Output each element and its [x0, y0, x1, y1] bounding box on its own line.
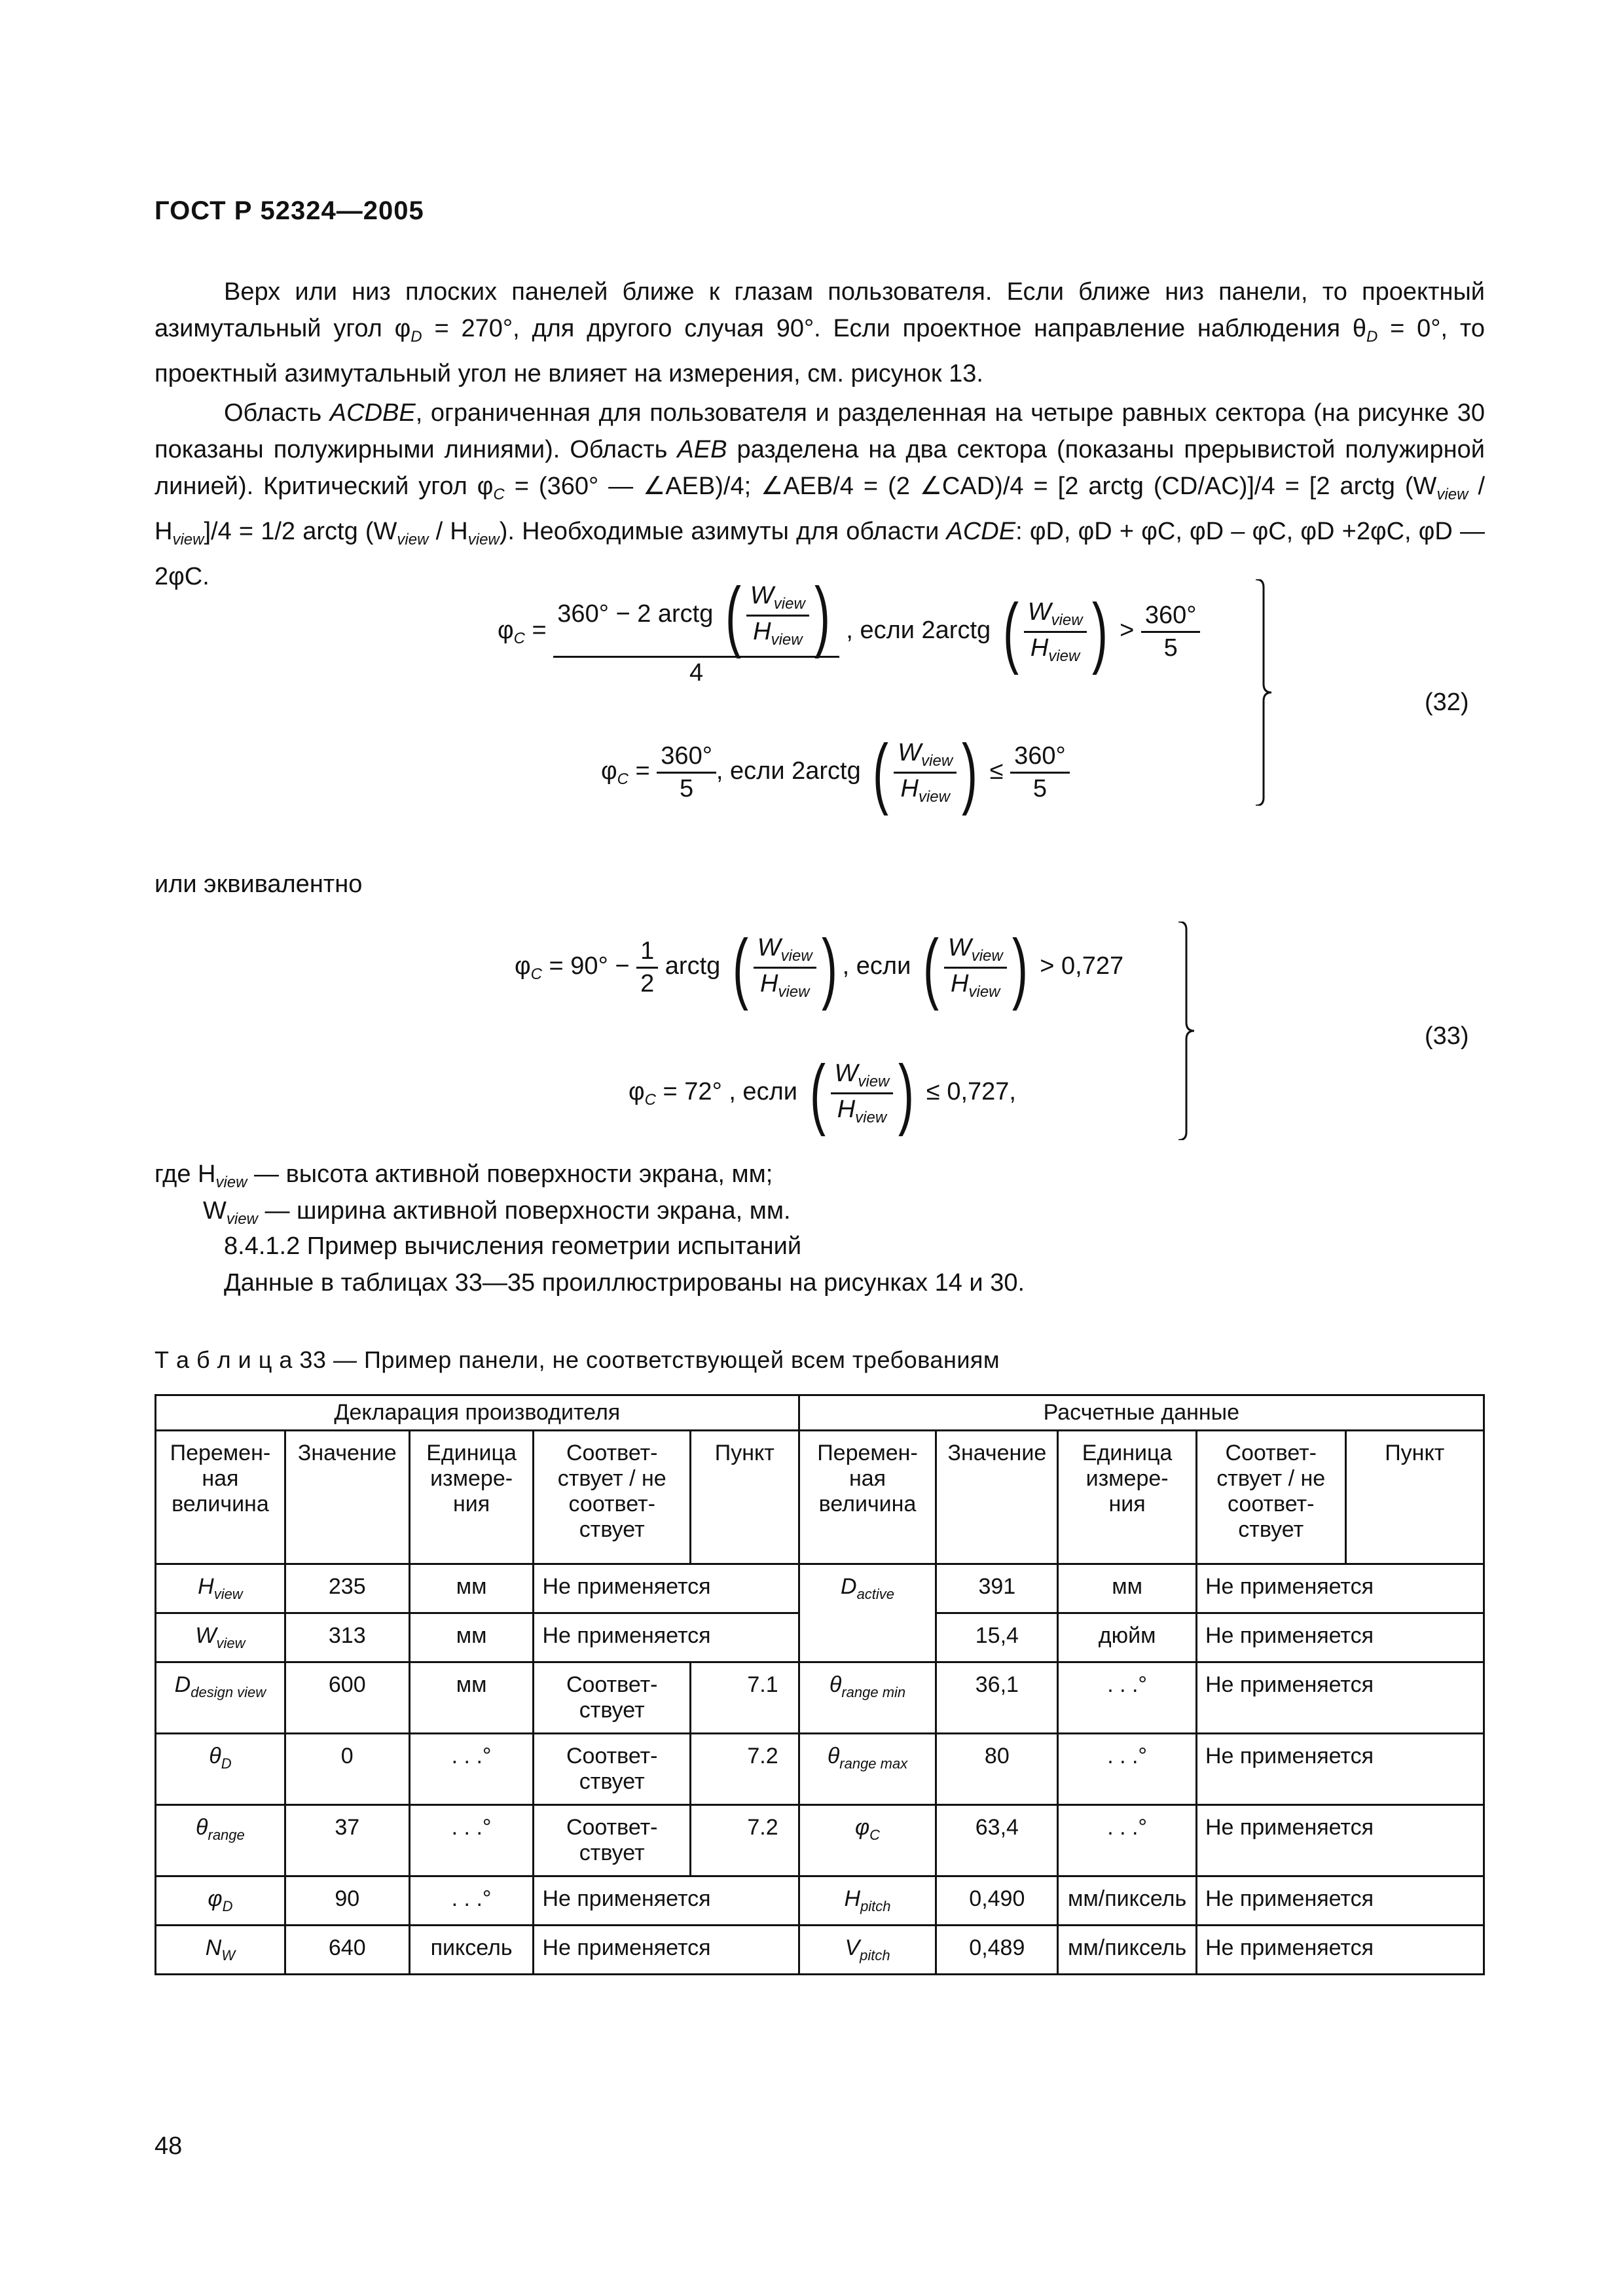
calc-unit-cell: мм: [1058, 1564, 1197, 1613]
calc-value-cell: 63,4: [936, 1805, 1058, 1876]
variable-cell: $H_{view}$: [156, 1564, 285, 1613]
calc-variable-cell: $H_{pitch}$: [799, 1876, 936, 1926]
value-cell: 640: [285, 1926, 409, 1975]
calc-value-cell: 80: [936, 1734, 1058, 1805]
compliance-cell: Не применяется: [534, 1564, 799, 1613]
table-group-header: [156, 1395, 1484, 1431]
calc-compliance-cell: Не применяется: [1196, 1613, 1484, 1662]
paragraph-2: Область ACDBE, ограниченная для пользователя и разделенная на четыре равных сектора (на рисунке 30 показаны полужирными линиями). Область AEB разделена на два сектора (показаны прерывистой полужирной линией). Критический угол $\varphi_C = (360^\circ$ — ∠AEB)/4; ∠AEB/4 = (2 ∠CAD)/4 = [2 arctg (CD/AC)]/4 = [2 arctg $(W_{view} / H_{view}]/4 = 1/2$ arctg $(W_{view} / H_{view})$. Необходимые азимуты для области ACDE: φD, φD + φC, φD – φC, φD +2φC, φD —2φC.: [155, 399, 1486, 590]
calc-compliance-cell: Не применяется: [1196, 1805, 1484, 1876]
column-header-1: Перемен- ная величина: [156, 1431, 285, 1564]
unit-cell: мм: [409, 1613, 534, 1662]
table-row: [156, 1662, 1484, 1734]
column-header-2: Значение: [285, 1431, 409, 1564]
column-header-5: Пункт: [690, 1431, 799, 1564]
value-cell: 90: [285, 1876, 409, 1926]
calc-variable-cell: $\theta_{range min}$: [799, 1662, 936, 1734]
calc-compliance-cell: Не применяется: [1196, 1734, 1484, 1805]
calc-unit-cell: . . .°: [1058, 1805, 1197, 1876]
value-cell: 313: [285, 1613, 409, 1662]
column-header-6: Перемен- ная величина: [799, 1431, 936, 1564]
group-header-left: Декларация производителя: [156, 1395, 799, 1431]
where-line-2: $W_{view}$ — ширина активной поверхности экрана, мм.: [203, 1197, 791, 1228]
variable-cell: $N_W$: [156, 1926, 285, 1975]
curly-brace-33: [1178, 922, 1184, 1140]
calc-value-cell: 0,489: [936, 1926, 1058, 1975]
column-header-8: Единица измере- ния: [1058, 1431, 1197, 1564]
variable-cell: $\theta_{range}$: [156, 1805, 285, 1876]
compliance-cell: Не применяется: [534, 1876, 799, 1926]
calc-value-cell: 391: [936, 1564, 1058, 1613]
page-number: 48: [155, 2132, 183, 2160]
calc-variable-cell: $D_{active}$: [799, 1564, 936, 1662]
paragraph-1: Верх или низ плоских панелей ближе к глазам пользователя. Если ближе низ панели, то проектный азимутальный угол $\varphi_D = 270^\circ$, для другого случая 90°. Если проектное направление наблюдения $\theta_D = 0^\circ$, то проектный азимутальный угол не влияет на измерения, см. рисунок 13.: [155, 278, 1485, 387]
unit-cell: . . .°: [409, 1805, 534, 1876]
table-column-header: [156, 1431, 1484, 1564]
table-body: [156, 1564, 1484, 1975]
table-caption: Т а б л и ц а 33 — Пример панели, не соответствующей всем требованиям: [155, 1346, 1000, 1373]
calc-variable-cell: $\theta_{range max}$: [799, 1734, 936, 1805]
calc-value-cell: 0,490: [936, 1876, 1058, 1926]
unit-cell: пиксель: [409, 1926, 534, 1975]
column-header-7: Значение: [936, 1431, 1058, 1564]
clause-cell: 7.2: [690, 1734, 799, 1805]
table-row: [156, 1734, 1484, 1805]
compliance-cell: Не применяется: [534, 1613, 799, 1662]
column-header-10: Пункт: [1345, 1431, 1484, 1564]
table-row: [156, 1926, 1484, 1975]
fraction: 360° − 2 arctg ( $\frac{W_{view}}{H_{view}}$ ) 4: [553, 576, 839, 687]
document-header: ГОСТ Р 52324—2005: [155, 196, 424, 225]
equation-32-line-1: $\varphi_C$ = 360° − 2 arctg ( $\frac{W_{view}}{H_{view}}$ ) 4 , если 2arctg ( $\frac{W_{view}}{H_{view}}$ ) > $\frac{360^\circ}{5}$: [498, 576, 1200, 687]
calc-unit-cell: дюйм: [1058, 1613, 1197, 1662]
equation-33-line-2: $\varphi_C = 72^\circ$ , если ( $\frac{W_{view}}{H_{view}}$ ) ≤ 0,727,: [629, 1049, 1016, 1137]
column-header-4: Соответ- ствует / не соответ- ствует: [534, 1431, 691, 1564]
value-cell: 235: [285, 1564, 409, 1613]
unit-cell: мм: [409, 1564, 534, 1613]
group-header-right: Расчетные данные: [799, 1395, 1484, 1431]
calc-unit-cell: . . .°: [1058, 1734, 1197, 1805]
calc-compliance-cell: Не применяется: [1196, 1564, 1484, 1613]
equation-number-33: (33): [1425, 1022, 1469, 1050]
table-row: [156, 1876, 1484, 1926]
curly-brace-32: [1256, 579, 1261, 806]
where-line-4: Данные в таблицах 33—35 проиллюстрированы на рисунках 14 и 30.: [224, 1269, 1025, 1297]
variable-cell: $W_{view}$: [156, 1613, 285, 1662]
value-cell: 37: [285, 1805, 409, 1876]
calc-value-cell: 15,4: [936, 1613, 1058, 1662]
compliance-cell: Не применяется: [534, 1926, 799, 1975]
calc-variable-cell: $V_{pitch}$: [799, 1926, 936, 1975]
unit-cell: мм: [409, 1662, 534, 1734]
calc-unit-cell: мм/пиксель: [1058, 1876, 1197, 1926]
value-cell: 0: [285, 1734, 409, 1805]
compliance-cell: Соответ- ствует: [534, 1734, 691, 1805]
equation-number-32: (32): [1425, 689, 1469, 716]
variable-cell: $D_{design view}$: [156, 1662, 285, 1734]
calc-compliance-cell: Не применяется: [1196, 1662, 1484, 1734]
table-row: [156, 1805, 1484, 1876]
calc-variable-cell: $\varphi_C$: [799, 1805, 936, 1876]
table-row: [156, 1564, 1484, 1613]
value-cell: 600: [285, 1662, 409, 1734]
calc-value-cell: 36,1: [936, 1662, 1058, 1734]
compliance-cell: Соответ- ствует: [534, 1662, 691, 1734]
section-heading: 8.4.1.2 Пример вычисления геометрии испытаний: [224, 1232, 802, 1260]
column-header-9: Соответ- ствует / не соответ- ствует: [1196, 1431, 1345, 1564]
calc-compliance-cell: Не применяется: [1196, 1876, 1484, 1926]
equation-32-line-2: $\varphi_C$ = $\frac{360^\circ}{5}$ , если 2arctg ( $\frac{W_{view}}{H_{view}}$ ) ≤ $\frac{360^\circ}{5}$: [601, 733, 1070, 812]
data-table: [155, 1394, 1485, 1975]
variable-cell: $\theta_D$: [156, 1734, 285, 1805]
compliance-cell: Соответ- ствует: [534, 1805, 691, 1876]
clause-cell: 7.2: [690, 1805, 799, 1876]
body-text: [155, 274, 1485, 595]
where-line-1: где $H_{view}$ — высота активной поверхности экрана, мм;: [155, 1160, 773, 1191]
column-header-3: Единица измере- ния: [409, 1431, 534, 1564]
clause-cell: 7.1: [690, 1662, 799, 1734]
variable-cell: $\varphi_D$: [156, 1876, 285, 1926]
equation-33-line-1: $\varphi_C = 90^\circ$ − $\frac{1}{2}$ arctg ( $\frac{W_{view}}{H_{view}}$ ) , если ( $\frac{W_{view}}{H_{view}}$ ) > 0,727: [515, 924, 1124, 1011]
unit-cell: . . .°: [409, 1876, 534, 1926]
calc-unit-cell: мм/пиксель: [1058, 1926, 1197, 1975]
calc-compliance-cell: Не применяется: [1196, 1926, 1484, 1975]
calc-unit-cell: . . .°: [1058, 1662, 1197, 1734]
unit-cell: . . .°: [409, 1734, 534, 1805]
equivalence-text: или эквивалентно: [155, 870, 363, 898]
